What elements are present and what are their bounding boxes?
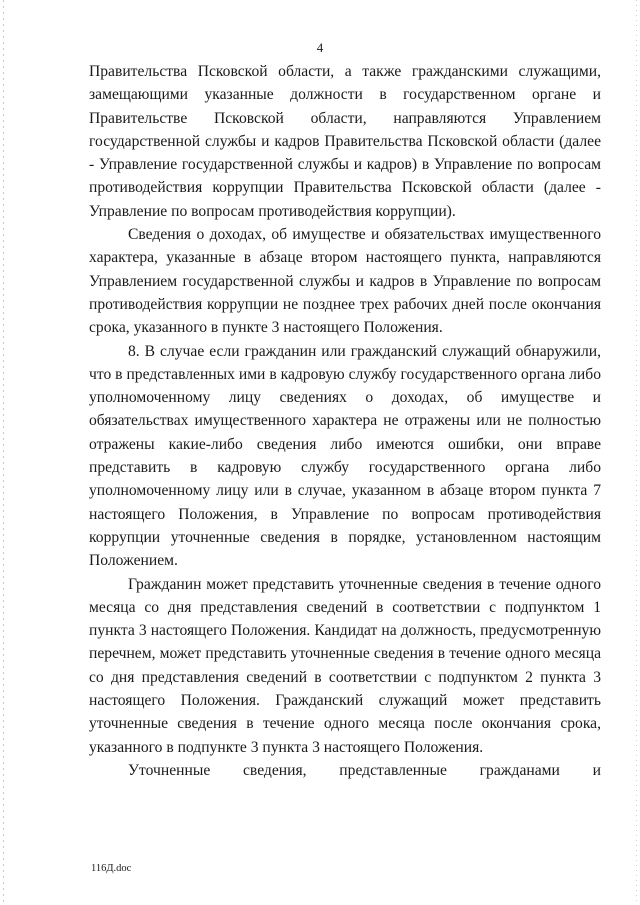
paragraph-svedeniya: Сведения о доходах, об имуществе и обязательствах имущественного характера, указанные в абзаце втором настоящего пункта, направляются Управлением государственной службы и кадров в Управление по вопросам противодействия коррупции не позднее трех рабочих дней после окончания срока, указанного в пункте 3 настоящего Положения.	[89, 226, 601, 337]
paragraph-grazhdanin: Гражданин может представить уточненные сведения в течение одного месяца со дня представления сведений в соответствии с подпунктом 1 пункта 3 настоящего Положения. Кандидат на должность, предусмотренную перечнем, может представить уточненные сведения в течение одного месяца со дня представления сведений в соответствии с подпунктом 2 пункта 3 настоящего Положения. Гражданский служащий может представить уточненные сведения в течение одного месяца после окончания срока, указанного в подпункте 3 пункта 3 настоящего Положения.	[89, 575, 601, 756]
paragraph-utochnennye: Уточненные сведения, представленные гражданами и	[128, 761, 601, 779]
scan-edge-right	[636, 0, 637, 905]
paragraph-continuation: Правительства Псковской области, а также гражданскими служащими, замещающими указанные должности в государственном органе и Правительстве Псковской области, направляются Управлением государственной службы и кадров Правительства Псковской области (далее - Управление государственной службы и кадров) в Управление по вопросам противодействия коррупции Правительства Псковской области (далее - Управление по вопросам противодействия коррупции).	[89, 63, 601, 220]
footer-filename: 116Д.doc	[91, 863, 132, 874]
scan-edge-left	[3, 0, 4, 905]
page-number: 4	[316, 40, 324, 55]
document-body	[89, 60, 601, 782]
paragraph-item-8: 8. В случае если гражданин или гражданский служащий обнаружили, что в представленных ими в кадровую службу государственного органа либо уполномоченному лицу сведениях о доходах, об имуществе и обязательствах имущественного характера не отражены или не полностью отражены какие-либо сведения либо имеются ошибки, они вправе представить в кадровую службу государственного органа либо уполномоченному лицу или в случае, указанном в абзаце втором пункта 7 настоящего Положения, в Управление по вопросам противодействия коррупции уточненные сведения в порядке, установленном настоящим Положением.	[89, 342, 601, 570]
